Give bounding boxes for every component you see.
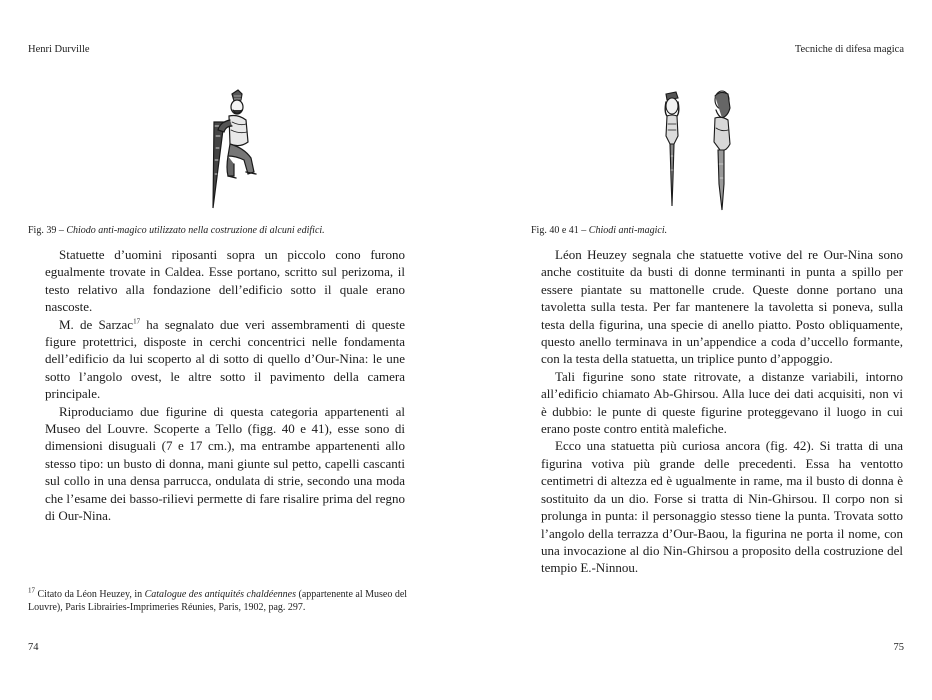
figure-39-illustration	[196, 86, 266, 214]
left-body-text	[45, 246, 405, 525]
caption-text: Chiodo anti-magico utilizzato nella costruzione di alcuni edifici.	[66, 225, 325, 236]
paragraph: Riproduciamo due figurine di questa categoria appartenenti al Museo del Louvre. Scoperte a Tello (figg. 40 e 41), esse sono di dimensioni disuguali (7 e 17 cm.), ma entrambe appartenenti allo stesso tipo: un busto di donna, mani giunte sul petto, capelli cascanti sul collo in una densa parrucca, ondulata di strie, secondo una moda che l’esame dei basso-rilievi permette di fare risalire prima del regno di Our-Nina.	[45, 403, 405, 524]
paragraph: Ecco una statuetta più curiosa ancora (fig. 42). Si tratta di una figurina votiva più grande delle precedenti. Essa ha ventotto centimetri di altezza ed è ugualmente in rame, ma il busto di donna è sostituito da un dio. Forse si tratta di Nin-Ghirsou. Il corpo non si prolunga in punta: il personaggio stesso tiene la punta. Trovata sotto l’angolo della terrazza d’Our-Baou, la figurina ne porta il nome, con una invocazione al dio Nin-Ghirsou a proposito della costruzione del tempio E.-Ninnou.	[541, 438, 903, 576]
running-head-left: Henri Durville	[28, 44, 90, 55]
page-number-right: 75	[893, 642, 904, 653]
page-number-left: 74	[28, 642, 39, 653]
running-head-right: Tecniche di difesa magica	[794, 44, 904, 55]
caption-label: Fig. 40 e 41 –	[531, 225, 589, 236]
caption-label: Fig. 39 –	[28, 225, 67, 236]
figure-39-caption	[28, 224, 325, 237]
right-body-text	[541, 246, 903, 577]
caption-text: Chiodi anti-magici.	[588, 225, 668, 236]
footnote: $^{17}$ Citato da Léon Heuzey, in Catalogue des antiquités chaldéennes (appartenente al Museo del Louvre), Paris Librairies-Imprimeries Réunies, Paris, 1902, pag. 297.	[28, 586, 408, 613]
paragraph: M. de Sarzac$^{17}$ ha segnalato due veri assembramenti di queste figure protettrici, disposte in cerchi concentrici nelle fondamenta dell’edificio da lui scoperto al di sotto di quello d’Our-Nina: le une sotto l’angolo ovest, le altre sotto il pavimento della camera principale.	[45, 316, 405, 402]
right-page	[466, 0, 932, 700]
figure-40-41-illustration	[656, 86, 746, 216]
footnote-title: Catalogue des antiquités chaldéennes	[144, 589, 296, 600]
paragraph: Léon Heuzey segnala che statuette votive del re Our-Nina sono anche costituite da busti di donne terminanti in punta a spillo per essere piantate su mattonelle crude. Queste donne portano una tavoletta sulla testa. Per far mantenere la tavoletta si poneva, sulla testa della figurina, una specie di anello piatto. Posto obliquamente, questo anello terminava in un’appendice a coda d’uccello formante, con la testa della statuetta, un triplice punto d’appoggio.	[541, 247, 903, 367]
footnote-number: 17	[28, 586, 35, 595]
figure-40-41-caption	[531, 224, 667, 237]
paragraph: Statuette d’uomini riposanti sopra un piccolo cono furono egualmente trovate in Caldea. Esse portano, scritto sul perizoma, il testo relativo alla fondazione dell’edificio sotto il quale erano nascoste.	[45, 247, 405, 315]
footnote-ref[interactable]: 17	[133, 317, 141, 326]
paragraph: Tali figurine sono state ritrovate, a distanze variabili, intorno all’edificio chiamato Ab-Ghirsou. Alla luce dei dati acquisiti, non vi è dubbio: le punte di queste figurine proteggevano il luogo in cui erano poste contro entità malefiche.	[541, 368, 903, 437]
